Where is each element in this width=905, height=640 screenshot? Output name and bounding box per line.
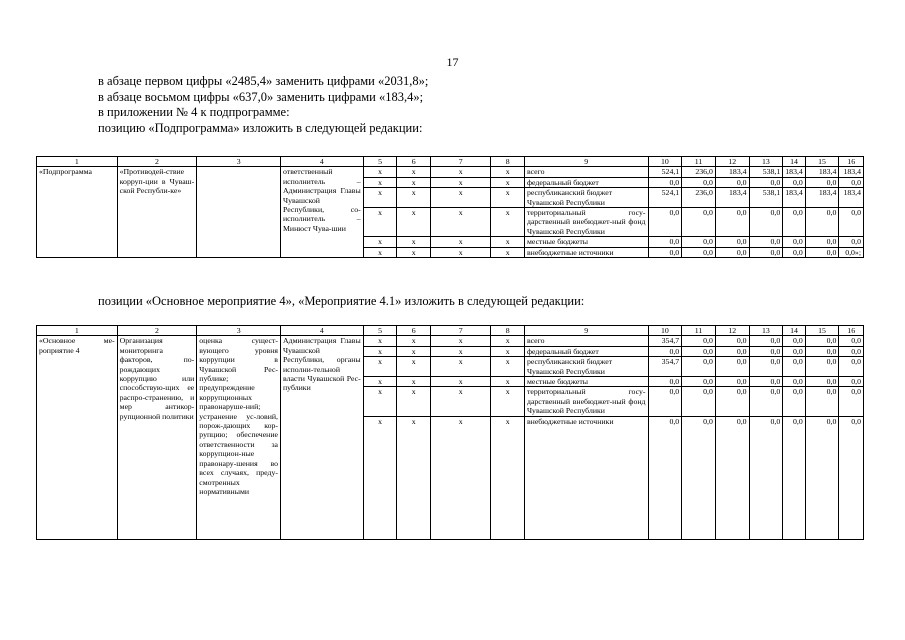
value-cell: 354,7 <box>648 357 682 377</box>
value-cell: 0,0»; <box>839 247 864 257</box>
column-header: 9 <box>524 326 648 336</box>
value-cell: 0,0 <box>749 357 783 377</box>
code-cell: x <box>363 346 397 356</box>
value-cell: 183,4 <box>805 188 839 208</box>
column-header: 10 <box>648 326 682 336</box>
funding-source-cell: местные бюджеты <box>524 237 648 247</box>
code-cell: x <box>397 416 431 539</box>
program-name-cell: «Подпрограмма <box>37 167 118 258</box>
value-cell: 0,0 <box>682 387 716 416</box>
value-cell: 0,0 <box>783 357 805 377</box>
value-cell: 236,0 <box>682 167 716 177</box>
code-cell: x <box>397 387 431 416</box>
column-header: 1 <box>37 326 118 336</box>
code-cell: x <box>431 177 491 187</box>
value-cell: 0,0 <box>805 416 839 539</box>
column-header: 14 <box>783 326 805 336</box>
value-cell: 538,1 <box>749 188 783 208</box>
value-cell: 0,0 <box>805 247 839 257</box>
value-cell: 0,0 <box>839 416 864 539</box>
funding-source-cell: территориальный госу-дарственный внебюджет-ный фонд Чувашской Республики <box>524 208 648 237</box>
code-cell: x <box>491 377 525 387</box>
value-cell: 538,1 <box>749 167 783 177</box>
value-cell: 0,0 <box>839 177 864 187</box>
value-cell: 0,0 <box>715 346 749 356</box>
code-cell: x <box>431 416 491 539</box>
code-cell: x <box>397 377 431 387</box>
value-cell: 236,0 <box>682 188 716 208</box>
value-cell: 0,0 <box>682 357 716 377</box>
value-cell: 0,0 <box>749 346 783 356</box>
value-cell: 0,0 <box>682 416 716 539</box>
funding-source-cell: федеральный бюджет <box>524 177 648 187</box>
column-header: 10 <box>648 157 682 167</box>
value-cell: 0,0 <box>783 387 805 416</box>
value-cell: 0,0 <box>783 346 805 356</box>
value-cell: 0,0 <box>749 416 783 539</box>
value-cell: 0,0 <box>783 247 805 257</box>
value-cell: 0,0 <box>839 357 864 377</box>
value-cell: 0,0 <box>839 387 864 416</box>
activity-title-cell: Организация мониторинга факторов, по-рождающих коррупцию или способствую-щих ее распро-странению, и мер антикор-рупционной политики <box>117 336 197 539</box>
value-cell: 0,0 <box>682 336 716 346</box>
column-header: 16 <box>839 326 864 336</box>
table-row <box>37 336 864 346</box>
code-cell: x <box>397 208 431 237</box>
value-cell: 183,4 <box>783 188 805 208</box>
value-cell: 0,0 <box>715 357 749 377</box>
column-header: 11 <box>682 157 716 167</box>
value-cell: 0,0 <box>805 357 839 377</box>
column-header: 7 <box>431 157 491 167</box>
funding-source-cell: внебюджетные источники <box>524 247 648 257</box>
value-cell: 0,0 <box>839 237 864 247</box>
code-cell: x <box>363 336 397 346</box>
code-cell: x <box>431 346 491 356</box>
program-goal-cell <box>197 167 281 258</box>
code-cell: x <box>397 188 431 208</box>
column-header: 5 <box>363 157 397 167</box>
code-cell: x <box>363 188 397 208</box>
value-cell: 0,0 <box>805 387 839 416</box>
column-header: 6 <box>397 157 431 167</box>
code-cell: x <box>431 336 491 346</box>
value-cell: 183,4 <box>715 167 749 177</box>
column-header: 6 <box>397 326 431 336</box>
value-cell: 0,0 <box>715 387 749 416</box>
value-cell: 0,0 <box>648 416 682 539</box>
code-cell: x <box>363 387 397 416</box>
value-cell: 0,0 <box>749 387 783 416</box>
code-cell: x <box>363 167 397 177</box>
code-cell: x <box>491 357 525 377</box>
responsible-executor-cell: Администрация Главы Чувашской Республики, органы исполни-тельной власти Чувашской Рес-публики <box>281 336 364 539</box>
code-cell: x <box>397 336 431 346</box>
value-cell: 0,0 <box>805 377 839 387</box>
activity-name-cell: «Основное ме-роприятие 4 <box>37 336 118 539</box>
column-header: 3 <box>197 157 281 167</box>
code-cell: x <box>363 237 397 247</box>
code-cell: x <box>491 237 525 247</box>
code-cell: x <box>431 208 491 237</box>
funding-source-cell: всего <box>524 336 648 346</box>
value-cell: 0,0 <box>783 336 805 346</box>
funding-source-cell: территориальный госу-дарственный внебюджет-ный фонд Чувашской Республики <box>524 387 648 416</box>
value-cell: 0,0 <box>682 247 716 257</box>
column-header: 13 <box>749 157 783 167</box>
value-cell: 0,0 <box>839 346 864 356</box>
code-cell: x <box>363 208 397 237</box>
value-cell: 0,0 <box>715 336 749 346</box>
value-cell: 0,0 <box>648 377 682 387</box>
value-cell: 0,0 <box>648 208 682 237</box>
intro-line: в абзаце восьмом цифры «637,0» заменить цифрами «183,4»; <box>98 89 424 104</box>
value-cell: 0,0 <box>783 416 805 539</box>
value-cell: 0,0 <box>682 237 716 247</box>
funding-source-cell: всего <box>524 167 648 177</box>
column-header: 14 <box>783 157 805 167</box>
column-header: 2 <box>117 326 197 336</box>
value-cell: 183,4 <box>805 167 839 177</box>
value-cell: 524,1 <box>648 167 682 177</box>
code-cell: x <box>363 247 397 257</box>
main-activity-table <box>36 325 864 540</box>
value-cell: 0,0 <box>749 247 783 257</box>
column-header: 8 <box>491 326 525 336</box>
intro-line: позицию «Подпрограмма» изложить в следующей редакции: <box>98 120 423 135</box>
code-cell: x <box>431 357 491 377</box>
value-cell: 0,0 <box>648 346 682 356</box>
value-cell: 183,4 <box>839 188 864 208</box>
value-cell: 0,0 <box>715 208 749 237</box>
value-cell: 0,0 <box>805 237 839 247</box>
value-cell: 183,4 <box>839 167 864 177</box>
header-row <box>37 157 864 167</box>
column-header: 11 <box>682 326 716 336</box>
code-cell: x <box>397 346 431 356</box>
value-cell: 0,0 <box>749 237 783 247</box>
code-cell: x <box>491 188 525 208</box>
value-cell: 0,0 <box>648 177 682 187</box>
code-cell: x <box>363 357 397 377</box>
program-title-cell: «Противодей-ствие корруп-ции в Чуваш-ской Республи-ке» <box>117 167 197 258</box>
column-header: 2 <box>117 157 197 167</box>
value-cell: 0,0 <box>715 247 749 257</box>
value-cell: 0,0 <box>805 208 839 237</box>
value-cell: 0,0 <box>805 336 839 346</box>
column-header: 13 <box>749 326 783 336</box>
value-cell: 0,0 <box>682 346 716 356</box>
code-cell: x <box>431 387 491 416</box>
code-cell: x <box>491 208 525 237</box>
code-cell: x <box>363 416 397 539</box>
value-cell: 0,0 <box>839 336 864 346</box>
value-cell: 0,0 <box>715 416 749 539</box>
value-cell: 0,0 <box>749 208 783 237</box>
value-cell: 0,0 <box>682 208 716 237</box>
intro-line: в приложении № 4 к подпрограмме: <box>98 105 290 119</box>
column-header: 4 <box>281 157 364 167</box>
column-header: 5 <box>363 326 397 336</box>
code-cell: x <box>431 247 491 257</box>
value-cell: 0,0 <box>715 177 749 187</box>
value-cell: 0,0 <box>783 177 805 187</box>
code-cell: x <box>363 377 397 387</box>
funding-source-cell: внебюджетные источники <box>524 416 648 539</box>
code-cell: x <box>397 247 431 257</box>
value-cell: 0,0 <box>715 237 749 247</box>
value-cell: 0,0 <box>749 377 783 387</box>
value-cell: 0,0 <box>783 208 805 237</box>
funding-source-cell: республиканский бюджет Чувашской Республики <box>524 188 648 208</box>
value-cell: 0,0 <box>839 377 864 387</box>
value-cell: 354,7 <box>648 336 682 346</box>
value-cell: 0,0 <box>805 346 839 356</box>
code-cell: x <box>431 188 491 208</box>
code-cell: x <box>397 177 431 187</box>
value-cell: 0,0 <box>648 237 682 247</box>
value-cell: 0,0 <box>682 177 716 187</box>
code-cell: x <box>491 416 525 539</box>
value-cell: 0,0 <box>839 208 864 237</box>
column-header: 12 <box>715 157 749 167</box>
code-cell: x <box>431 237 491 247</box>
column-header: 15 <box>805 157 839 167</box>
code-cell: x <box>491 387 525 416</box>
funding-source-cell: республиканский бюджет Чувашской Республики <box>524 357 648 377</box>
page-number: 17 <box>446 55 459 69</box>
responsible-executor-cell: ответственный исполнитель – Администрация Главы Чувашской Республики, со-исполнитель – Минюст Чува-шии <box>281 167 364 258</box>
code-cell: x <box>491 247 525 257</box>
value-cell: 0,0 <box>783 377 805 387</box>
column-header: 7 <box>431 326 491 336</box>
value-cell: 0,0 <box>648 387 682 416</box>
value-cell: 183,4 <box>783 167 805 177</box>
column-header: 3 <box>197 326 281 336</box>
intro-line: в абзаце первом цифры «2485,4» заменить цифрами «2031,8»; <box>98 74 429 88</box>
subprogram-table <box>36 156 864 258</box>
code-cell: x <box>397 357 431 377</box>
value-cell: 0,0 <box>783 237 805 247</box>
column-header: 8 <box>491 157 525 167</box>
funding-source-cell: федеральный бюджет <box>524 346 648 356</box>
column-header: 12 <box>715 326 749 336</box>
value-cell: 0,0 <box>805 177 839 187</box>
code-cell: x <box>491 336 525 346</box>
intro-text <box>98 74 428 136</box>
value-cell: 0,0 <box>715 377 749 387</box>
code-cell: x <box>491 177 525 187</box>
value-cell: 0,0 <box>749 177 783 187</box>
code-cell: x <box>397 167 431 177</box>
table-row <box>37 167 864 177</box>
value-cell: 0,0 <box>648 247 682 257</box>
code-cell: x <box>363 177 397 187</box>
code-cell: x <box>491 346 525 356</box>
activity-goal-cell: оценка сущест-вующего уровня коррупции в Чувашской Рес-публике; предупреждение коррупционных правонаруше-ний; устранение ус-ловий, порож-дающих кор-рупцию; обеспечение ответственности за коррупцион-ные правонару-шения во всех случаях, преду-смотренных нормативными <box>197 336 281 539</box>
code-cell: x <box>491 167 525 177</box>
value-cell: 0,0 <box>749 336 783 346</box>
value-cell: 0,0 <box>682 377 716 387</box>
column-header: 9 <box>524 157 648 167</box>
code-cell: x <box>431 377 491 387</box>
code-cell: x <box>397 237 431 247</box>
column-header: 15 <box>805 326 839 336</box>
value-cell: 524,1 <box>648 188 682 208</box>
header-row <box>37 326 864 336</box>
column-header: 16 <box>839 157 864 167</box>
value-cell: 183,4 <box>715 188 749 208</box>
column-header: 1 <box>37 157 118 167</box>
column-header: 4 <box>281 326 364 336</box>
funding-source-cell: местные бюджеты <box>524 377 648 387</box>
section-heading: позиции «Основное мероприятие 4», «Мероприятие 4.1» изложить в следующей редакции: <box>98 294 585 308</box>
code-cell: x <box>431 167 491 177</box>
